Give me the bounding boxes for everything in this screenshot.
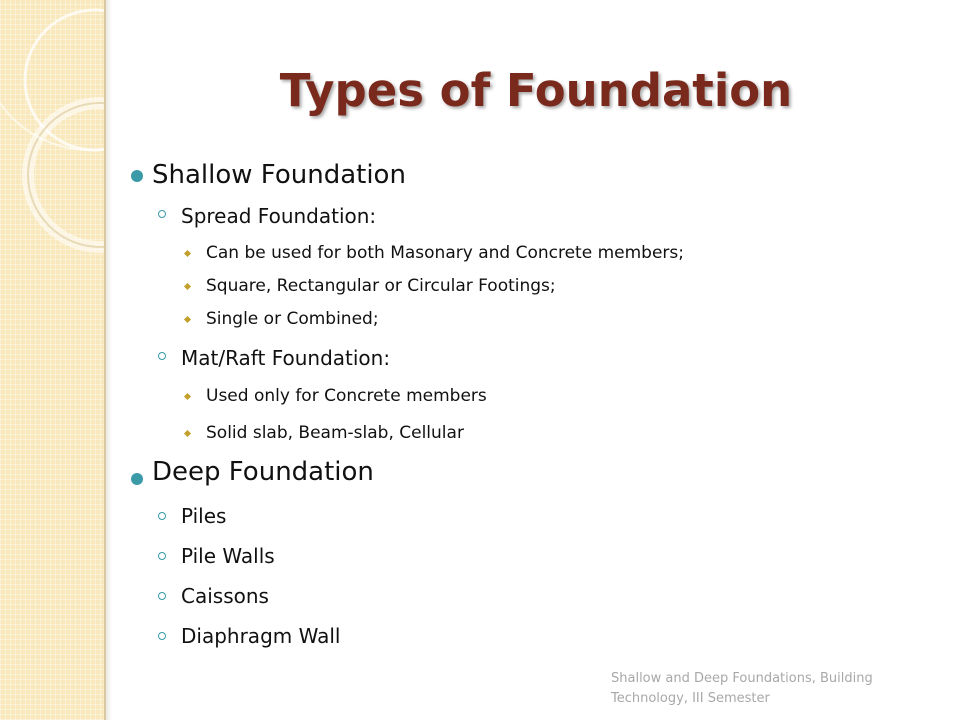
bullet-diamond-icon [184, 250, 191, 257]
bullet-dot-icon [131, 170, 143, 182]
list-item: Solid slab, Beam-slab, Cellular [206, 423, 464, 443]
sub-diaphragm-wall: Diaphragm Wall [181, 624, 341, 648]
footer-line-2: Technology, III Semester [611, 691, 770, 706]
bullet-diamond-icon [184, 393, 191, 400]
slide-title: Types of Foundation [279, 64, 793, 117]
slide-footer [611, 669, 911, 709]
bullet-ring-icon [158, 210, 166, 218]
section-deep-foundation: Deep Foundation [152, 457, 374, 487]
swirl-decoration-icon [0, 0, 106, 720]
sub-pile-walls: Pile Walls [181, 544, 275, 568]
bullet-ring-icon [158, 592, 166, 600]
sub-spread-foundation: Spread Foundation: [181, 204, 377, 228]
bullet-ring-icon [158, 552, 166, 560]
list-item: Can be used for both Masonary and Concrete members; [206, 243, 684, 263]
sub-piles: Piles [181, 504, 227, 528]
sub-mat-raft-foundation: Mat/Raft Foundation: [181, 346, 391, 370]
section-shallow-foundation: Shallow Foundation [152, 160, 406, 190]
bullet-diamond-icon [184, 283, 191, 290]
bullet-ring-icon [158, 632, 166, 640]
list-item: Single or Combined; [206, 309, 379, 329]
bullet-diamond-icon [184, 316, 191, 323]
list-item: Used only for Concrete members [206, 386, 487, 406]
footer-line-1: Shallow and Deep Foundations, Building [611, 671, 873, 686]
bullet-dot-icon [131, 473, 143, 485]
bullet-ring-icon [158, 512, 166, 520]
decorative-side-strip [0, 0, 106, 720]
list-item: Square, Rectangular or Circular Footings; [206, 276, 556, 296]
bullet-ring-icon [158, 352, 166, 360]
sub-caissons: Caissons [181, 584, 269, 608]
bullet-diamond-icon [184, 430, 191, 437]
